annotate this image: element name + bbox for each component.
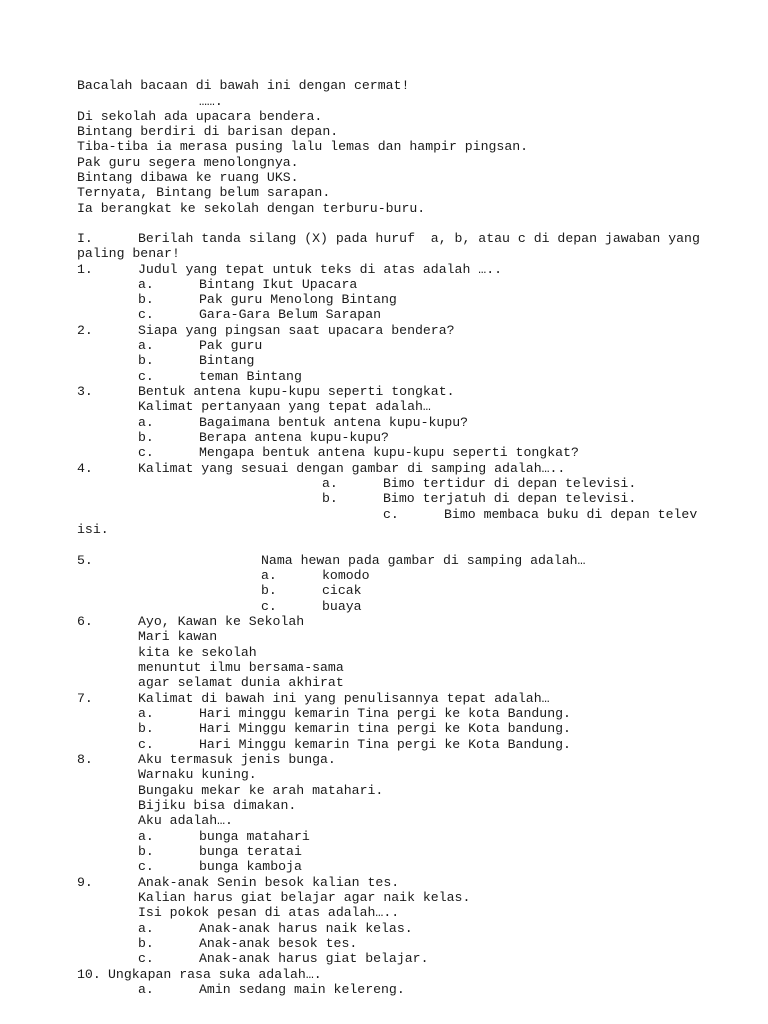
option-letter: a. [138,921,154,936]
option-text: teman Bintang [199,369,302,384]
option-letter: a. [138,706,154,721]
option-letter: b. [138,430,154,445]
option-text-wrap: isi. [77,522,109,537]
option-text: Hari minggu kemarin Tina pergi ke kota Bandung. [199,706,571,721]
question-number: 9. [77,875,93,890]
option-text: Hari Minggu kemarin tina pergi ke Kota bandung. [199,721,571,736]
section-instruction: Berilah tanda silang (X) pada huruf a, b, atau c di depan jawaban yang [138,231,700,246]
story-line: Bintang dibawa ke ruang UKS. [77,170,299,185]
option-letter: a. [138,829,154,844]
question-number: 3. [77,384,93,399]
option-text: komodo [322,568,370,583]
section-instruction-wrap: paling benar! [77,246,180,261]
option-text: cicak [322,583,362,598]
option-text: Pak guru [199,338,263,353]
story-title: ……. [199,94,223,109]
question-number: 2. [77,323,93,338]
poem-line: agar selamat dunia akhirat [138,675,344,690]
option-text: bunga kamboja [199,859,302,874]
riddle-line: Aku termasuk jenis bunga. [138,752,336,767]
option-text: Anak-anak harus giat belajar. [199,951,429,966]
option-letter: b. [138,353,154,368]
option-text: Bintang [199,353,255,368]
story-line: Ia berangkat ke sekolah dengan terburu-buru. [77,201,426,216]
story-line: Tiba-tiba ia merasa pusing lalu lemas dan hampir pingsan. [77,139,529,154]
riddle-line: Warnaku kuning. [138,767,257,782]
option-letter: b. [138,721,154,736]
option-letter: b. [138,292,154,307]
question-number: 4. [77,461,93,476]
option-letter: a. [138,982,154,997]
question-text: Bentuk antena kupu-kupu seperti tongkat. [138,384,455,399]
option-text: bunga matahari [199,829,310,844]
option-text: Bintang Ikut Upacara [199,277,358,292]
option-text: Amin sedang main kelereng. [199,982,405,997]
question-number: 5. [77,553,93,568]
option-text: Mengapa bentuk antena kupu-kupu seperti tongkat? [199,445,579,460]
option-letter: c. [383,507,399,522]
option-letter: a. [138,338,154,353]
option-letter: c. [138,307,154,322]
option-text: buaya [322,599,362,614]
option-text: Anak-anak besok tes. [199,936,358,951]
option-letter: c. [138,737,154,752]
section-number: I. [77,231,93,246]
option-letter: a. [138,415,154,430]
option-text: Hari Minggu kemarin Tina pergi ke Kota Bandung. [199,737,571,752]
question-line: Isi pokok pesan di atas adalah….. [138,905,400,920]
question-number: 6. [77,614,93,629]
option-text: Bimo terjatuh di depan televisi. [383,491,637,506]
option-text: Bimo membaca buku di depan telev [444,507,698,522]
poem-line: menuntut ilmu bersama-sama [138,660,344,675]
question-number: 1. [77,262,93,277]
question-line: Anak-anak Senin besok kalian tes. [138,875,400,890]
option-letter: c. [138,369,154,384]
story-line: Bintang berdiri di barisan depan. [77,124,339,139]
story-line: Pak guru segera menolongnya. [77,155,299,170]
option-letter: a. [138,277,154,292]
option-letter: a. [322,476,338,491]
poem-line: Mari kawan [138,629,218,644]
story-line: Di sekolah ada upacara bendera. [77,109,323,124]
question-text: Ungkapan rasa suka adalah…. [108,967,322,982]
option-text: bunga teratai [199,844,302,859]
option-letter: b. [322,491,338,506]
riddle-line: Bungaku mekar ke arah matahari. [138,783,384,798]
question-line: Kalian harus giat belajar agar naik kelas. [138,890,471,905]
question-text: Kalimat pertanyaan yang tepat adalah… [138,399,431,414]
story-line: Ternyata, Bintang belum sarapan. [77,185,331,200]
option-letter: b. [261,583,277,598]
option-text: Bimo tertidur di depan televisi. [383,476,637,491]
option-text: Pak guru Menolong Bintang [199,292,397,307]
riddle-line: Bijiku bisa dimakan. [138,798,297,813]
option-letter: c. [138,445,154,460]
question-text: Kalimat di bawah ini yang penulisannya tepat adalah… [138,691,550,706]
option-letter: c. [138,951,154,966]
option-letter: b. [138,844,154,859]
option-text: Gara-Gara Belum Sarapan [199,307,382,322]
question-number: 7. [77,691,93,706]
poem-line: kita ke sekolah [138,645,257,660]
question-text: Nama hewan pada gambar di samping adalah… [261,553,586,568]
question-text: Judul yang tepat untuk teks di atas adalah ….. [138,262,503,277]
option-text: Anak-anak harus naik kelas. [199,921,413,936]
question-text: Kalimat yang sesuai dengan gambar di samping adalah….. [138,461,566,476]
option-text: Berapa antena kupu-kupu? [199,430,389,445]
option-letter: a. [261,568,277,583]
riddle-line: Aku adalah…. [138,813,233,828]
question-number: 10. [77,967,101,982]
question-number: 8. [77,752,93,767]
option-letter: c. [261,599,277,614]
instruction-text: Bacalah bacaan di bawah ini dengan cermat! [77,78,410,93]
option-letter: c. [138,859,154,874]
question-text: Siapa yang pingsan saat upacara bendera? [138,323,455,338]
poem-line: Ayo, Kawan ke Sekolah [138,614,305,629]
option-letter: b. [138,936,154,951]
option-text: Bagaimana bentuk antena kupu-kupu? [199,415,469,430]
